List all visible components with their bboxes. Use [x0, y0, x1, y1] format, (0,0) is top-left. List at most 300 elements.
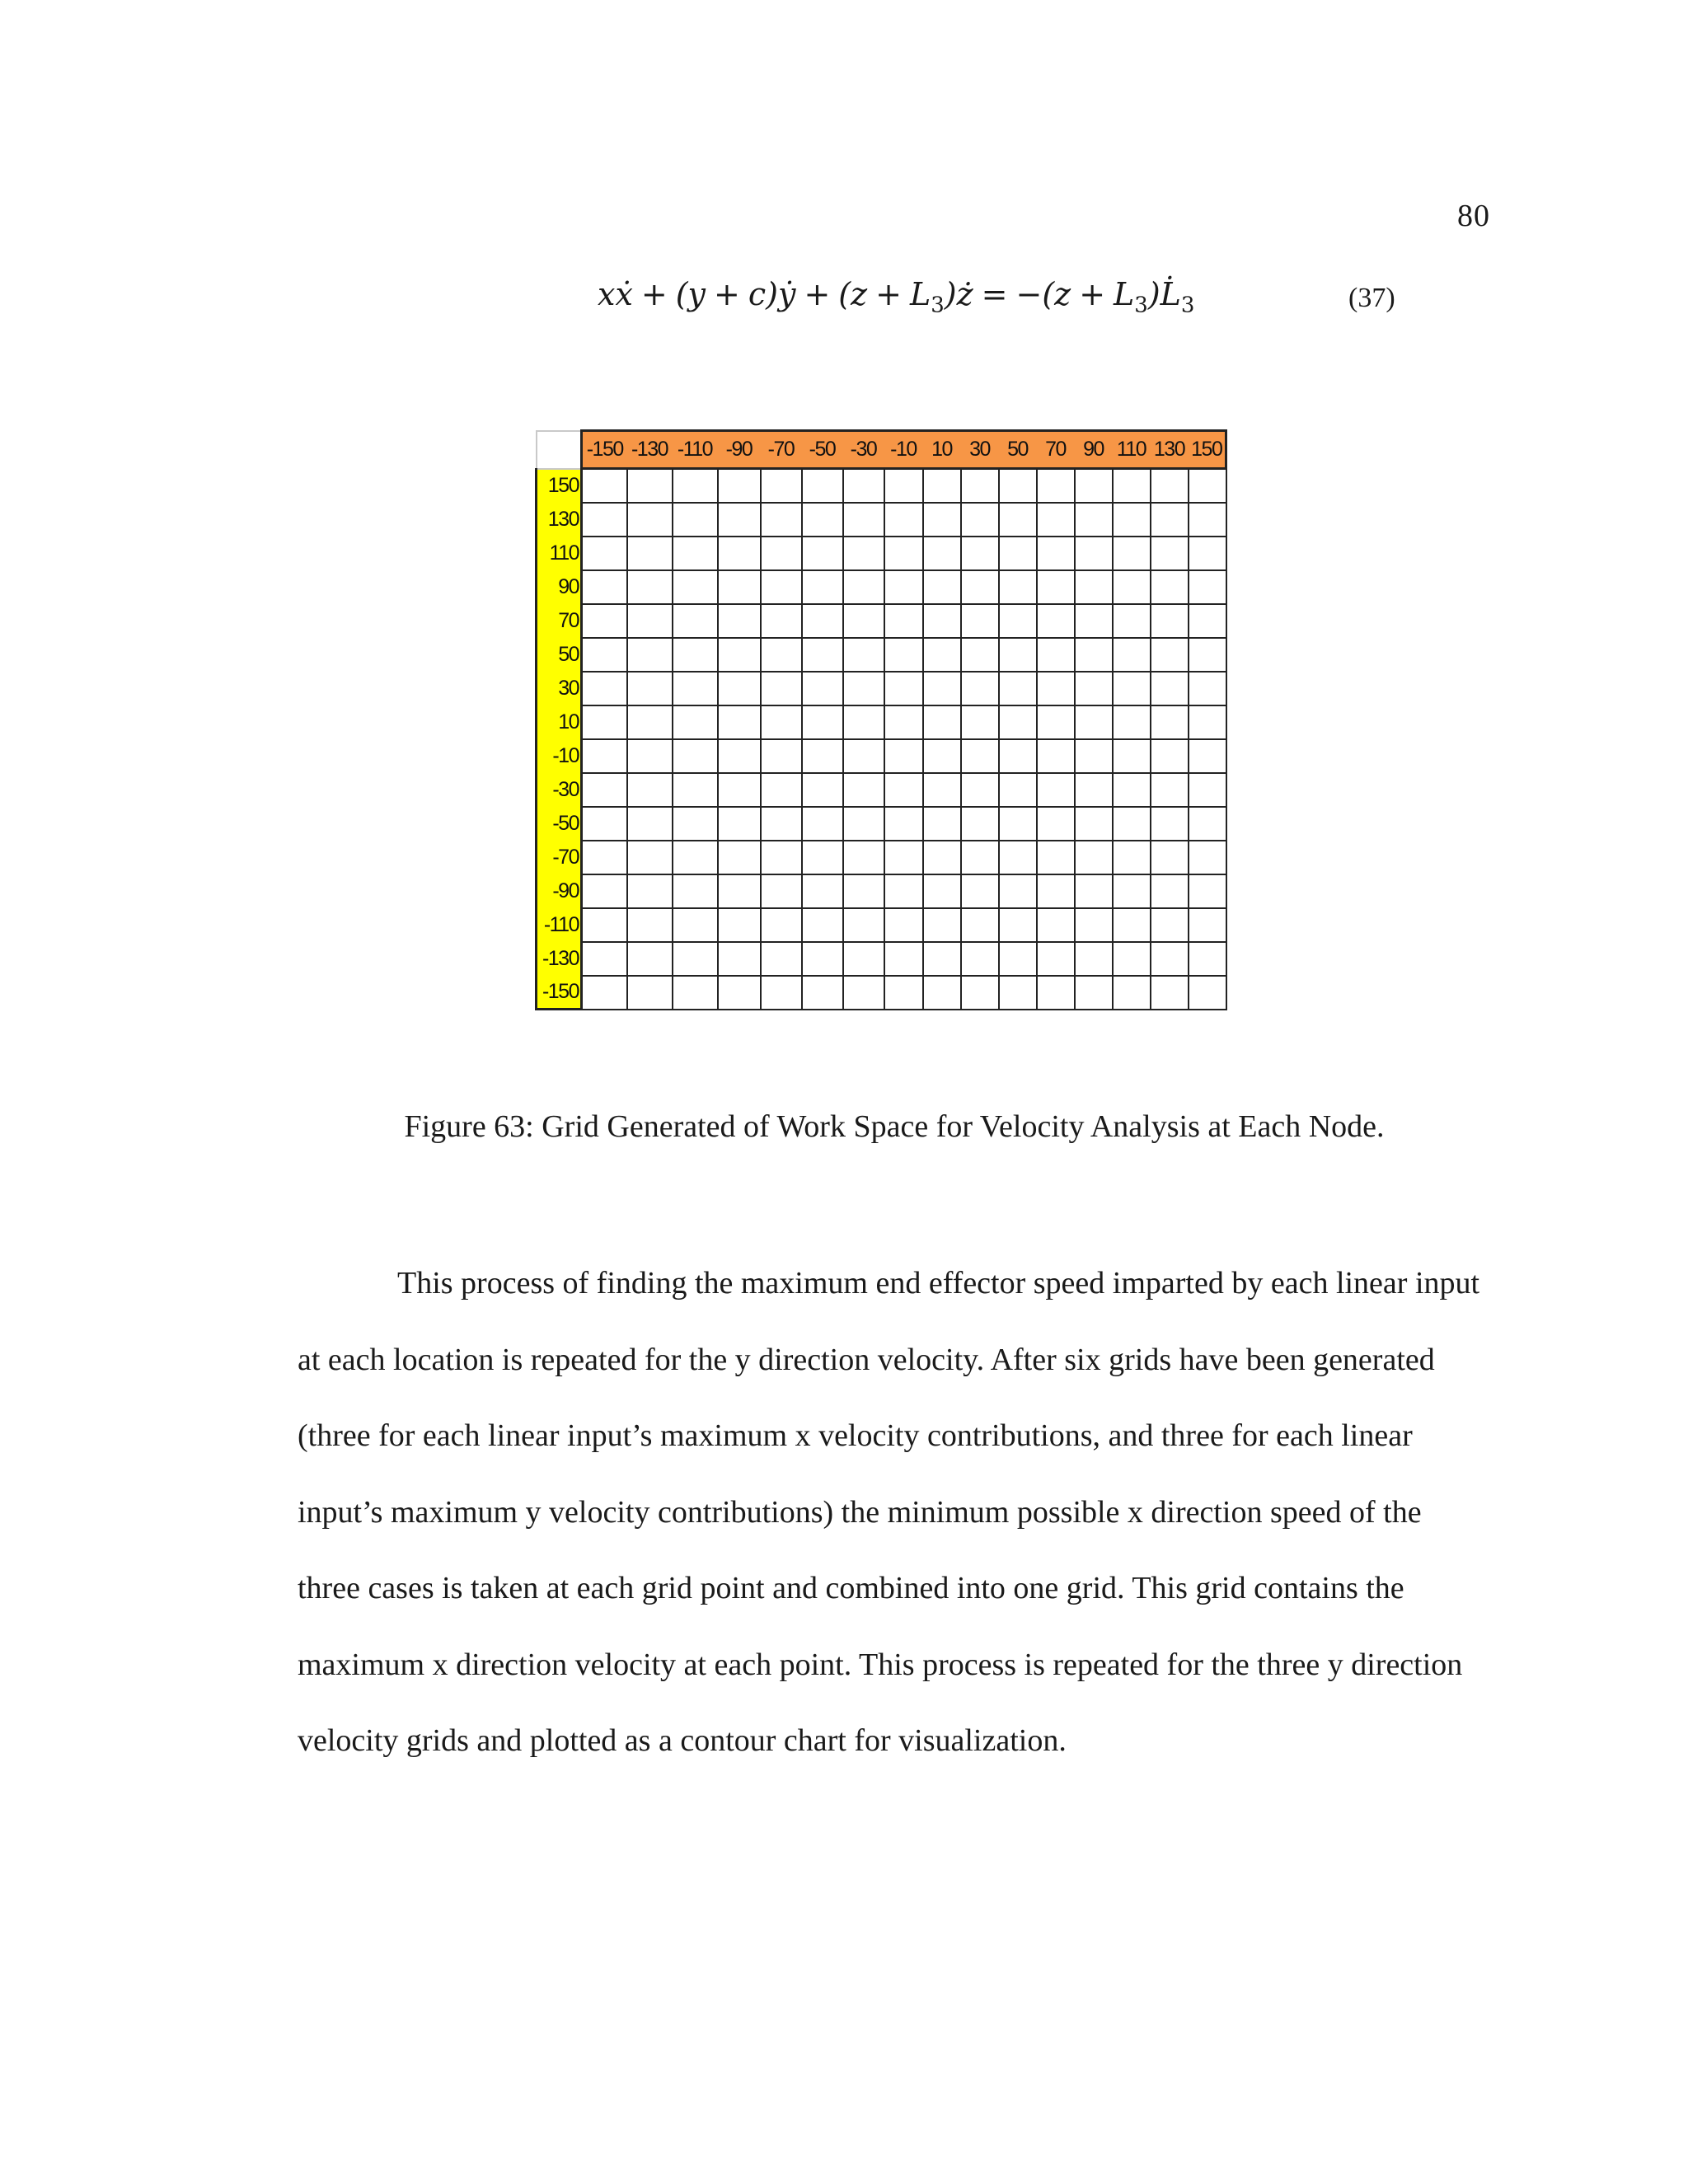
grid-cell — [802, 739, 843, 773]
grid-cell — [1189, 976, 1226, 1010]
equation-term: L — [1114, 276, 1135, 312]
equation-term: z — [851, 276, 868, 312]
grid-cell — [923, 503, 961, 537]
grid-cell — [884, 773, 923, 807]
grid-cell — [1075, 908, 1113, 942]
equation-term: L̇ — [1160, 276, 1181, 312]
equation-term: ẏ — [777, 276, 796, 312]
grid-cell — [1075, 503, 1113, 537]
page-number: 80 — [1457, 199, 1490, 233]
grid-cell — [1151, 705, 1189, 739]
grid-cell — [999, 570, 1037, 604]
grid-cell — [1189, 604, 1226, 638]
grid-cell — [1151, 908, 1189, 942]
equation-operator: + — [714, 276, 740, 312]
grid-cell — [1151, 942, 1189, 976]
grid-cell — [923, 570, 961, 604]
grid-cell — [884, 672, 923, 705]
grid-cell — [802, 705, 843, 739]
grid-cell — [843, 469, 884, 503]
grid-cell — [1113, 908, 1151, 942]
row-header: -90 — [537, 874, 582, 908]
column-header: -70 — [761, 431, 802, 469]
grid-cell — [673, 672, 718, 705]
grid-cell — [673, 503, 718, 537]
grid-cell — [582, 874, 627, 908]
grid-cell — [1037, 874, 1075, 908]
grid-cell — [673, 469, 718, 503]
grid-cell — [1037, 908, 1075, 942]
grid-cell — [673, 604, 718, 638]
column-header: 50 — [999, 431, 1037, 469]
column-header: -110 — [673, 431, 718, 469]
grid-cell — [627, 908, 673, 942]
grid-row — [537, 537, 1226, 570]
grid-cell — [802, 807, 843, 841]
grid-cell — [1189, 705, 1226, 739]
grid-cell — [999, 773, 1037, 807]
grid-cell — [961, 908, 999, 942]
grid-cell — [582, 908, 627, 942]
grid-cell — [1037, 976, 1075, 1010]
grid-cell — [999, 976, 1037, 1010]
grid-cell — [627, 942, 673, 976]
grid-cell — [843, 705, 884, 739]
grid-cell — [673, 908, 718, 942]
column-header: 130 — [1151, 431, 1189, 469]
grid-cell — [999, 469, 1037, 503]
grid-cell — [582, 807, 627, 841]
row-header: 70 — [537, 604, 582, 638]
grid-cell — [1075, 570, 1113, 604]
grid-cell — [1151, 773, 1189, 807]
grid-row — [537, 672, 1226, 705]
grid-cell — [582, 638, 627, 672]
grid-cell — [1075, 638, 1113, 672]
grid-cell — [843, 739, 884, 773]
grid-cell — [1075, 773, 1113, 807]
grid-cell — [961, 503, 999, 537]
grid-cell — [923, 874, 961, 908]
equation-term: y — [687, 276, 706, 312]
grid-cell — [923, 469, 961, 503]
grid-cell — [1075, 469, 1113, 503]
grid-row — [537, 773, 1226, 807]
grid-cell — [802, 638, 843, 672]
grid-cell — [923, 841, 961, 874]
grid-row — [537, 739, 1226, 773]
paragraph: This process of finding the maximum end effector speed imparted by each linear input at each location is repeated for the y direction velocity. After six grids have been generated (three for each linear input’s maximum x velocity contributions, and three for each linear input’s maximum y velocity contributions) the minimum possible x direction speed of the three cases is taken at each grid point and combined into one grid. This grid contains the maximum x direction velocity at each point. This process is repeated for the three y direction velocity grids and plotted as a contour chart for visualization. — [298, 1266, 1480, 1758]
row-header: 50 — [537, 638, 582, 672]
row-header: -10 — [537, 739, 582, 773]
grid-row — [537, 908, 1226, 942]
grid-cell — [582, 976, 627, 1010]
grid-row — [537, 976, 1226, 1010]
grid-cell — [582, 773, 627, 807]
grid-cell — [884, 469, 923, 503]
grid-cell — [961, 773, 999, 807]
grid-cell — [843, 976, 884, 1010]
grid-cell — [1189, 570, 1226, 604]
grid-cell — [582, 841, 627, 874]
grid-cell — [761, 469, 802, 503]
grid-cell — [1189, 807, 1226, 841]
grid-cell — [1151, 841, 1189, 874]
workspace-grid — [535, 429, 1227, 1010]
grid-cell — [1189, 537, 1226, 570]
grid-cell — [627, 773, 673, 807]
row-header: 30 — [537, 672, 582, 705]
grid-cell — [843, 604, 884, 638]
grid-cell — [923, 942, 961, 976]
equation-operator: + — [1079, 276, 1106, 312]
grid-cell — [761, 705, 802, 739]
grid-cell — [673, 638, 718, 672]
grid-cell — [1189, 672, 1226, 705]
grid-cell — [999, 739, 1037, 773]
grid-cell — [627, 638, 673, 672]
grid-cell — [999, 908, 1037, 942]
row-header: -30 — [537, 773, 582, 807]
grid-cell — [673, 705, 718, 739]
grid-cell — [761, 638, 802, 672]
grid-cell — [923, 604, 961, 638]
grid-cell — [843, 807, 884, 841]
grid-cell — [582, 672, 627, 705]
column-header: 30 — [961, 431, 999, 469]
column-header: -130 — [627, 431, 673, 469]
grid-cell — [802, 874, 843, 908]
grid-cell — [761, 976, 802, 1010]
grid-cell — [999, 537, 1037, 570]
grid-cell — [1037, 570, 1075, 604]
grid-cell — [843, 841, 884, 874]
grid-cell — [923, 638, 961, 672]
grid-cell — [961, 841, 999, 874]
row-header: 10 — [537, 705, 582, 739]
grid-cell — [1151, 503, 1189, 537]
grid-cell — [884, 976, 923, 1010]
grid-cell — [884, 537, 923, 570]
grid-cell — [961, 807, 999, 841]
grid-cell — [1189, 503, 1226, 537]
grid-cell — [1037, 705, 1075, 739]
grid-cell — [1151, 604, 1189, 638]
grid-cell — [884, 503, 923, 537]
grid-cell — [627, 807, 673, 841]
equation-37 — [598, 276, 1194, 318]
grid-row — [537, 604, 1226, 638]
figure-caption: Figure 63: Grid Generated of Work Space for Velocity Analysis at Each Node. — [404, 1109, 1385, 1144]
grid-cell — [923, 908, 961, 942]
grid-cell — [761, 942, 802, 976]
grid-cell — [999, 705, 1037, 739]
equation-operator: + — [804, 276, 831, 312]
grid-cell — [884, 705, 923, 739]
grid-cell — [673, 942, 718, 976]
grid-cell — [802, 942, 843, 976]
grid-cell — [1151, 537, 1189, 570]
grid-cell — [1037, 942, 1075, 976]
grid-cell — [1113, 503, 1151, 537]
grid-cell — [1189, 908, 1226, 942]
grid-cell — [761, 841, 802, 874]
grid-cell — [923, 672, 961, 705]
grid-cell — [802, 570, 843, 604]
grid-cell — [884, 874, 923, 908]
grid-cell — [582, 570, 627, 604]
grid-cell — [1189, 739, 1226, 773]
grid-cell — [923, 537, 961, 570]
grid-cell — [961, 570, 999, 604]
column-header: -30 — [843, 431, 884, 469]
grid-cell — [802, 672, 843, 705]
grid-cell — [843, 874, 884, 908]
row-header: 110 — [537, 537, 582, 570]
grid-cell — [627, 570, 673, 604]
grid-cell — [843, 570, 884, 604]
grid-cell — [673, 773, 718, 807]
grid-cell — [1189, 773, 1226, 807]
grid-cell — [1075, 841, 1113, 874]
grid-cell — [718, 570, 761, 604]
equation-term: ( — [1042, 276, 1055, 312]
grid-cell — [582, 942, 627, 976]
equation-operator: + — [640, 276, 668, 312]
grid-cell — [627, 503, 673, 537]
grid-cell — [843, 638, 884, 672]
grid-cell — [673, 874, 718, 908]
grid-cell — [761, 739, 802, 773]
grid-cell — [1151, 807, 1189, 841]
grid-cell — [884, 807, 923, 841]
grid-cell — [627, 705, 673, 739]
row-header: 90 — [537, 570, 582, 604]
grid-cell — [884, 638, 923, 672]
grid-cell — [923, 705, 961, 739]
grid-cell — [582, 537, 627, 570]
grid-cell — [802, 976, 843, 1010]
grid-cell — [718, 807, 761, 841]
grid-cell — [1113, 570, 1151, 604]
grid-cell — [1113, 874, 1151, 908]
grid-cell — [718, 908, 761, 942]
grid-cell — [884, 908, 923, 942]
grid-cell — [1037, 807, 1075, 841]
grid-cell — [802, 604, 843, 638]
grid-cell — [1037, 739, 1075, 773]
grid-cell — [1075, 976, 1113, 1010]
grid-cell — [627, 672, 673, 705]
grid-cell — [1037, 469, 1075, 503]
grid-cell — [673, 976, 718, 1010]
grid-cell — [1075, 604, 1113, 638]
grid-cell — [761, 874, 802, 908]
grid-cell — [718, 773, 761, 807]
grid-cell — [884, 942, 923, 976]
grid-cell — [673, 841, 718, 874]
grid-cell — [923, 976, 961, 1010]
grid-cell — [961, 604, 999, 638]
column-header: -90 — [718, 431, 761, 469]
grid-cell — [761, 604, 802, 638]
column-header: 150 — [1189, 431, 1226, 469]
column-header: 90 — [1075, 431, 1113, 469]
grid-cell — [1037, 604, 1075, 638]
grid-cell — [802, 841, 843, 874]
row-header: -50 — [537, 807, 582, 841]
grid-cell — [1189, 942, 1226, 976]
grid-cell — [718, 604, 761, 638]
grid-cell — [961, 537, 999, 570]
row-header: -110 — [537, 908, 582, 942]
grid-cell — [1037, 638, 1075, 672]
grid-cell — [1151, 570, 1189, 604]
grid-cell — [582, 469, 627, 503]
grid-cell — [627, 469, 673, 503]
grid-row — [537, 874, 1226, 908]
grid-cell — [843, 537, 884, 570]
grid-cell — [961, 672, 999, 705]
grid-cell — [802, 469, 843, 503]
grid-cell — [582, 604, 627, 638]
grid-cell — [761, 537, 802, 570]
row-header: -70 — [537, 841, 582, 874]
grid-cell — [1151, 672, 1189, 705]
grid-row — [537, 638, 1226, 672]
grid-cell — [999, 503, 1037, 537]
grid-row — [537, 503, 1226, 537]
equation-number: (37) — [1348, 283, 1395, 313]
grid-cell — [1075, 537, 1113, 570]
grid-cell — [1113, 638, 1151, 672]
grid-cell — [802, 503, 843, 537]
equation-operator: + — [875, 276, 902, 312]
equation-term: ) — [1147, 276, 1160, 312]
grid-cell — [1113, 773, 1151, 807]
workspace-grid-figure — [535, 429, 1227, 1010]
grid-cell — [1151, 976, 1189, 1010]
grid-cell — [1189, 874, 1226, 908]
grid-cell — [1189, 469, 1226, 503]
grid-cell — [627, 537, 673, 570]
grid-cell — [1113, 739, 1151, 773]
column-header: 10 — [923, 431, 961, 469]
grid-cell — [1151, 874, 1189, 908]
grid-cell — [582, 503, 627, 537]
equation-term: ( — [838, 276, 851, 312]
grid-cell — [627, 739, 673, 773]
row-header: -150 — [537, 976, 582, 1010]
equation-term: L — [910, 276, 931, 312]
grid-cell — [627, 874, 673, 908]
equation-subscript: 3 — [1180, 293, 1195, 318]
equation-subscript: 3 — [1134, 293, 1148, 318]
equation-term: ż — [956, 276, 973, 312]
grid-row — [537, 942, 1226, 976]
grid-cell — [627, 841, 673, 874]
grid-cell — [884, 604, 923, 638]
row-header: 130 — [537, 503, 582, 537]
grid-row — [537, 570, 1226, 604]
grid-cell — [961, 739, 999, 773]
grid-cell — [923, 773, 961, 807]
grid-cell — [961, 469, 999, 503]
grid-cell — [1113, 604, 1151, 638]
grid-cell — [1075, 942, 1113, 976]
grid-cell — [1151, 638, 1189, 672]
grid-cell — [673, 739, 718, 773]
grid-cell — [718, 469, 761, 503]
body-text — [298, 1245, 1481, 1779]
equation-term: ( — [675, 276, 688, 312]
grid-cell — [1075, 705, 1113, 739]
grid-cell — [961, 976, 999, 1010]
grid-row — [537, 807, 1226, 841]
grid-cell — [843, 503, 884, 537]
grid-cell — [1113, 469, 1151, 503]
grid-cell — [1113, 672, 1151, 705]
grid-cell — [1037, 773, 1075, 807]
grid-cell — [923, 807, 961, 841]
row-header: 150 — [537, 469, 582, 503]
grid-cell — [1113, 807, 1151, 841]
column-header: -150 — [582, 431, 627, 469]
grid-cell — [761, 503, 802, 537]
column-header: -50 — [802, 431, 843, 469]
grid-cell — [718, 874, 761, 908]
grid-cell — [1037, 503, 1075, 537]
grid-cell — [1113, 537, 1151, 570]
grid-cell — [923, 739, 961, 773]
grid-cell — [582, 705, 627, 739]
grid-cell — [718, 841, 761, 874]
grid-cell — [582, 739, 627, 773]
column-header: -10 — [884, 431, 923, 469]
grid-cell — [999, 672, 1037, 705]
grid-cell — [673, 807, 718, 841]
grid-row — [537, 841, 1226, 874]
row-header: -130 — [537, 942, 582, 976]
grid-cell — [802, 773, 843, 807]
grid-cell — [1113, 976, 1151, 1010]
grid-cell — [802, 537, 843, 570]
grid-cell — [718, 705, 761, 739]
grid-cell — [718, 638, 761, 672]
grid-cell — [627, 604, 673, 638]
equation-term: z — [1054, 276, 1071, 312]
grid-cell — [884, 841, 923, 874]
column-header: 70 — [1037, 431, 1075, 469]
grid-row — [537, 469, 1226, 503]
grid-row — [537, 705, 1226, 739]
grid-cell — [1113, 841, 1151, 874]
grid-cell — [961, 874, 999, 908]
grid-cell — [761, 908, 802, 942]
grid-cell — [627, 976, 673, 1010]
grid-cell — [999, 604, 1037, 638]
grid-cell — [961, 705, 999, 739]
grid-cell — [999, 841, 1037, 874]
grid-cell — [1037, 672, 1075, 705]
equation-term: c — [748, 276, 767, 312]
equation-term: ) — [766, 276, 778, 312]
grid-cell — [673, 570, 718, 604]
grid-cell — [802, 908, 843, 942]
grid-cell — [1037, 841, 1075, 874]
grid-cell — [761, 570, 802, 604]
grid-cell — [961, 638, 999, 672]
